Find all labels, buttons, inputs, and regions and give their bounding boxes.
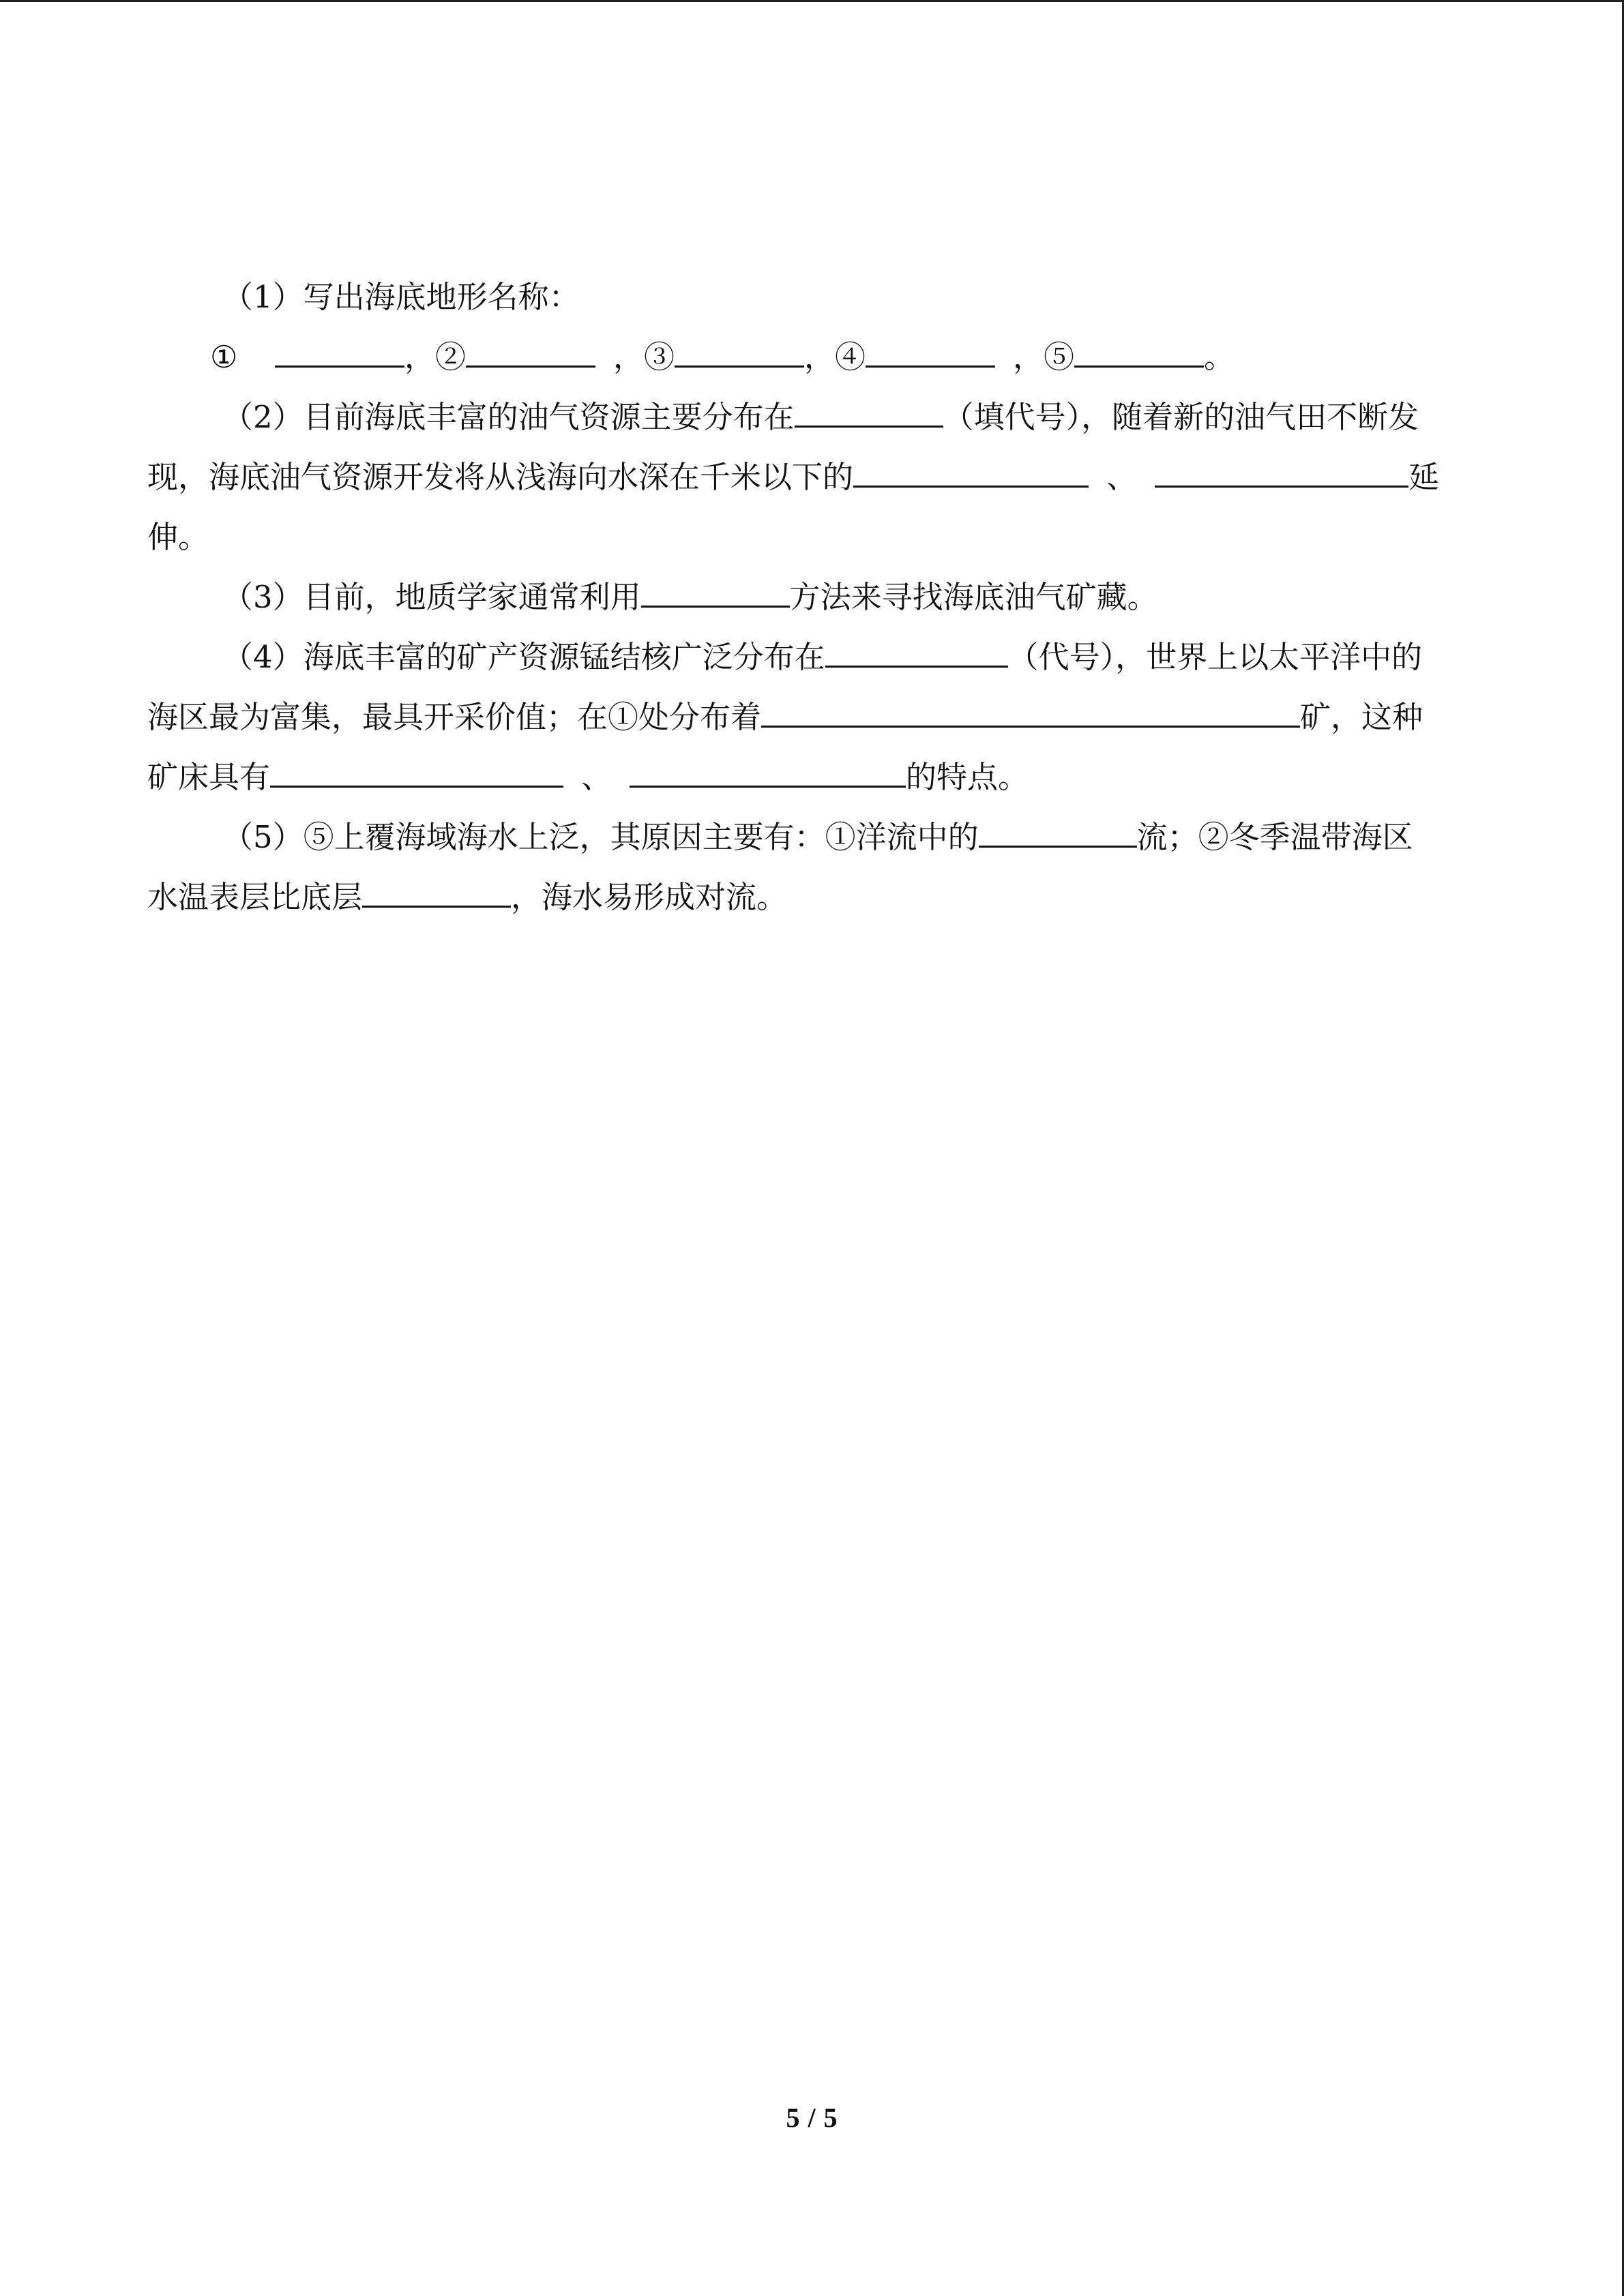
label-4: ，④	[804, 339, 866, 375]
question-5-line-2	[147, 867, 1477, 927]
answer-blank-q4-code[interactable]	[825, 641, 1008, 668]
q4-separator: 、	[581, 759, 612, 795]
label-3: ，③	[612, 339, 675, 375]
question-1-blanks	[147, 327, 1477, 387]
q2-text-c: 现，海底油气资源开发将从浅海向水深在千米以下的	[147, 459, 854, 495]
q5-text-a: （5）⑤上覆海域海水上泛，其原因主要有：①洋流中的	[222, 819, 979, 855]
q2-separator: 、	[1106, 459, 1138, 495]
answer-blank-q2-code[interactable]	[795, 401, 943, 428]
question-4-line-2	[147, 687, 1477, 747]
answer-blank-2[interactable]	[466, 341, 595, 368]
q4-text-e: 矿床具有	[147, 759, 271, 795]
q4-text-f: 的特点。	[906, 759, 1029, 795]
answer-blank-q3[interactable]	[641, 581, 790, 608]
answer-blank-q4-mineral[interactable]	[761, 701, 1300, 728]
q2-text-b: （填代号），随着新的油气田不断发	[943, 399, 1419, 435]
q4-text-c: 海区最为富集，最具开采价值；在①处分布着	[147, 699, 762, 735]
question-5-line-1	[147, 807, 1477, 867]
q4-text-a: （4）海底丰富的矿产资源锰结核广泛分布在	[222, 639, 825, 675]
answer-blank-5[interactable]	[1074, 341, 1204, 368]
label-1: ①	[210, 339, 238, 375]
answer-blank-q4-feature-a[interactable]	[270, 761, 563, 788]
question-1-title	[147, 267, 1477, 327]
label-5: ，⑤	[1013, 339, 1075, 375]
end-mark: 。	[1204, 339, 1235, 375]
answer-blank-q2-b[interactable]	[1155, 461, 1408, 488]
label-2: ，②	[404, 339, 466, 375]
answer-blank-1[interactable]	[275, 341, 404, 368]
q5-text-c: 水温表层比底层	[147, 879, 363, 915]
answer-blank-q5-temp[interactable]	[362, 881, 511, 908]
answer-blank-q5-current[interactable]	[979, 821, 1137, 848]
q3-text-a: （3）目前，地质学家通常利用	[222, 579, 641, 615]
question-3	[147, 567, 1477, 627]
question-1-title-text: （1）写出海底地形名称：	[222, 279, 580, 315]
q5-text-d: ，海水易形成对流。	[511, 879, 788, 915]
question-2-line-3	[147, 507, 1477, 567]
question-4-line-1	[147, 627, 1477, 687]
answer-blank-q4-feature-b[interactable]	[630, 761, 906, 788]
page-number: 5 / 5	[786, 2102, 838, 2133]
q2-text-d: 延	[1408, 459, 1440, 495]
q5-text-b: 流；②冬季温带海区	[1136, 819, 1413, 855]
answer-blank-4[interactable]	[866, 341, 995, 368]
question-2-line-2	[147, 447, 1477, 507]
q2-text-a: （2）目前海底丰富的油气资源主要分布在	[222, 399, 795, 435]
worksheet-content	[147, 267, 1477, 927]
answer-blank-3[interactable]	[675, 341, 804, 368]
q2-text-e: 伸。	[147, 519, 209, 555]
q4-text-b: （代号），世界上以太平洋中的	[1007, 639, 1423, 675]
question-4-line-3	[147, 747, 1477, 807]
question-2-line-1	[147, 387, 1477, 447]
answer-blank-q2-a[interactable]	[853, 461, 1089, 488]
q4-text-d: 矿，这种	[1300, 699, 1423, 735]
q3-text-b: 方法来寻找海底油气矿藏。	[789, 579, 1158, 615]
